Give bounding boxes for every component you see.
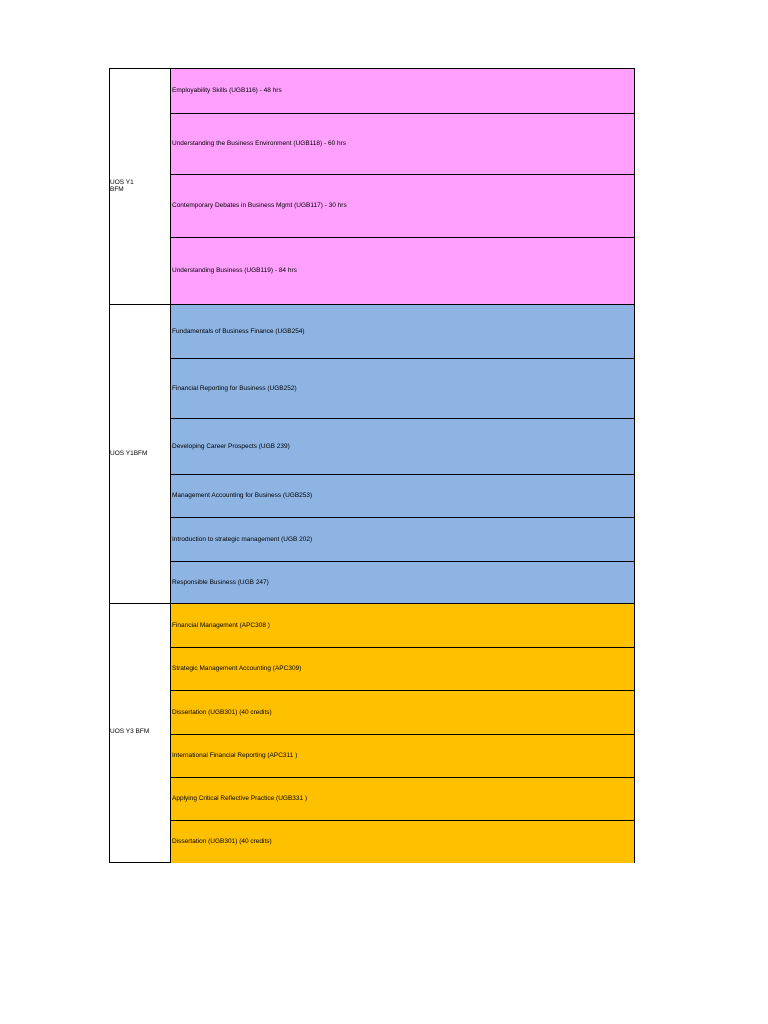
module-row — [171, 358, 634, 418]
module-row — [171, 820, 634, 863]
module-row — [171, 174, 634, 237]
module-row — [171, 69, 634, 113]
module-row — [171, 647, 634, 690]
module-label: Financial Management (APC308 ) — [172, 621, 270, 629]
module-label: Introduction to strategic management (UGB 202) — [172, 535, 313, 543]
group-label: UOS Y1BFM — [110, 450, 148, 457]
module-label: Strategic Management Accounting (APC309) — [172, 665, 302, 672]
module-label: Responsible Business (UGB 247) — [172, 579, 269, 586]
module-rows — [171, 305, 634, 603]
module-row — [171, 777, 634, 820]
module-label: Understanding Business (UGB119) - 84 hrs — [172, 267, 297, 274]
module-row — [171, 734, 634, 777]
module-row — [171, 418, 634, 474]
module-label: Dissertation (UGB301) (40 credits) — [172, 838, 272, 845]
module-label: Understanding the Business Environment (UGB118) - 60 hrs — [172, 140, 347, 147]
group-label: UOS Y3 BFM — [110, 728, 150, 735]
group-year-3 — [110, 603, 634, 862]
module-rows — [171, 69, 634, 304]
module-rows — [171, 604, 634, 862]
module-row — [171, 113, 634, 174]
module-label: Contemporary Debates in Business Mgmt (UGB117) - 30 hrs — [172, 202, 347, 209]
module-label: International Financial Reporting (APC311 ) — [172, 752, 298, 759]
module-label: Applying Critical Reflective Practice (UGB331 ) — [172, 795, 308, 802]
group-year-1 — [110, 69, 634, 304]
module-row — [171, 517, 634, 561]
module-label: Fundamentals of Business Finance (UGB254) — [172, 327, 305, 335]
group-label-cell — [110, 604, 171, 862]
group-label-cell — [110, 69, 171, 304]
module-label: Employability Skills (UGB116) - 48 hrs — [172, 87, 282, 94]
module-row — [171, 690, 634, 734]
group-label: UOS Y1 BFM — [110, 179, 134, 193]
module-label: Dissertation (UGB301) (40 credits) — [172, 708, 272, 716]
module-row — [171, 474, 634, 517]
module-row — [171, 561, 634, 604]
module-label: Developing Career Prospects (UGB 239) — [172, 442, 290, 450]
module-label: Management Accounting for Business (UGB253) — [172, 492, 313, 499]
course-table — [109, 68, 635, 863]
group-year-2 — [110, 304, 634, 603]
group-label-cell — [110, 305, 171, 603]
module-label: Financial Reporting for Business (UGB252) — [172, 384, 297, 392]
module-row — [171, 237, 634, 304]
module-row — [171, 604, 634, 647]
module-row — [171, 305, 634, 358]
